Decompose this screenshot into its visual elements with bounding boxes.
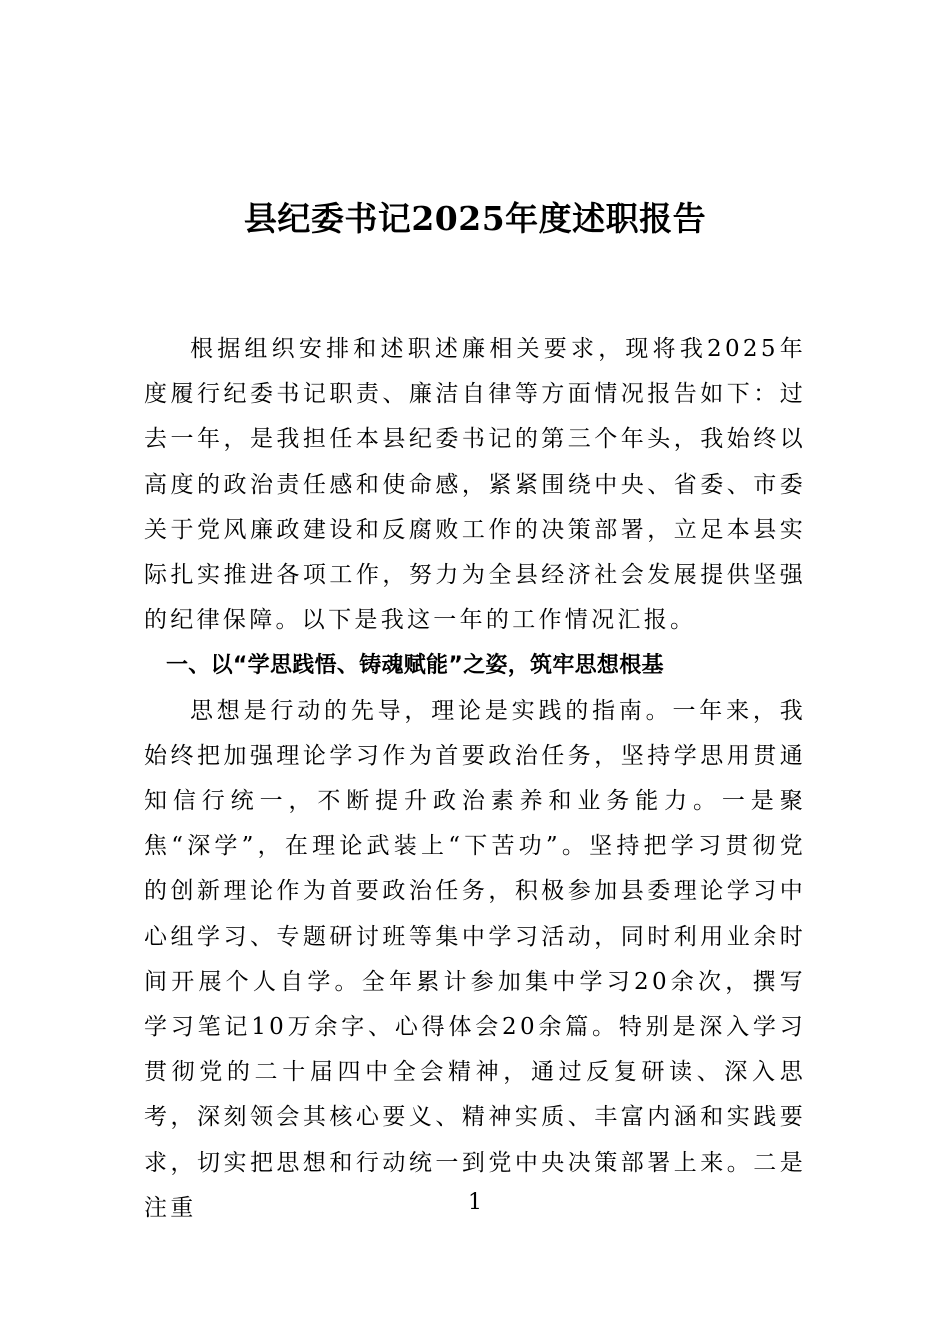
section-heading: 一、以“学思践悟、铸魂赋能”之姿，筑牢思想根基 — [166, 653, 664, 679]
page-number: 1 — [468, 1190, 482, 1215]
section-paragraph: 思想是行动的先导，理论是实践的指南。一年来，我始终把加强理论学习作为首要政治任务，坚持学思用贯通知信行统一，不断提升政治素养和业务能力。一是聚焦“深学”，在理论武装上“下苦功”。坚持把学习贯彻党的创新理论作为首要政治任务，积极参加县委理论学习中心组学习、专题研讨班等集中学习活动，同时利用业余时间开展个人自学。全年累计参加集中学习20余次，撰写学习笔记10万余字、心得体会20余篇。特别是深入学习贯彻党的二十届四中全会精神，通过反复研读、深入思考，深刻领会其核心要义、精神实质、丰富内涵和实践要求，切实把思想和行动统一到党中央决策部署上来。二是注重 — [144, 697, 806, 1221]
intro-paragraph: 根据组织安排和述职述廉相关要求，现将我2025年度履行纪委书记职责、廉洁自律等方面情况报告如下：过去一年，是我担任本县纪委书记的第三个年头，我始终以高度的政治责任感和使命感，紧紧围绕中央、省委、市委关于党风廉政建设和反腐败工作的决策部署，立足本县实际扎实推进各项工作，努力为全县经济社会发展提供坚强的纪律保障。以下是我这一年的工作情况汇报。 — [144, 336, 806, 634]
document-body — [144, 327, 806, 1231]
document-title: 县纪委书记2025年度述职报告 — [243, 199, 707, 238]
